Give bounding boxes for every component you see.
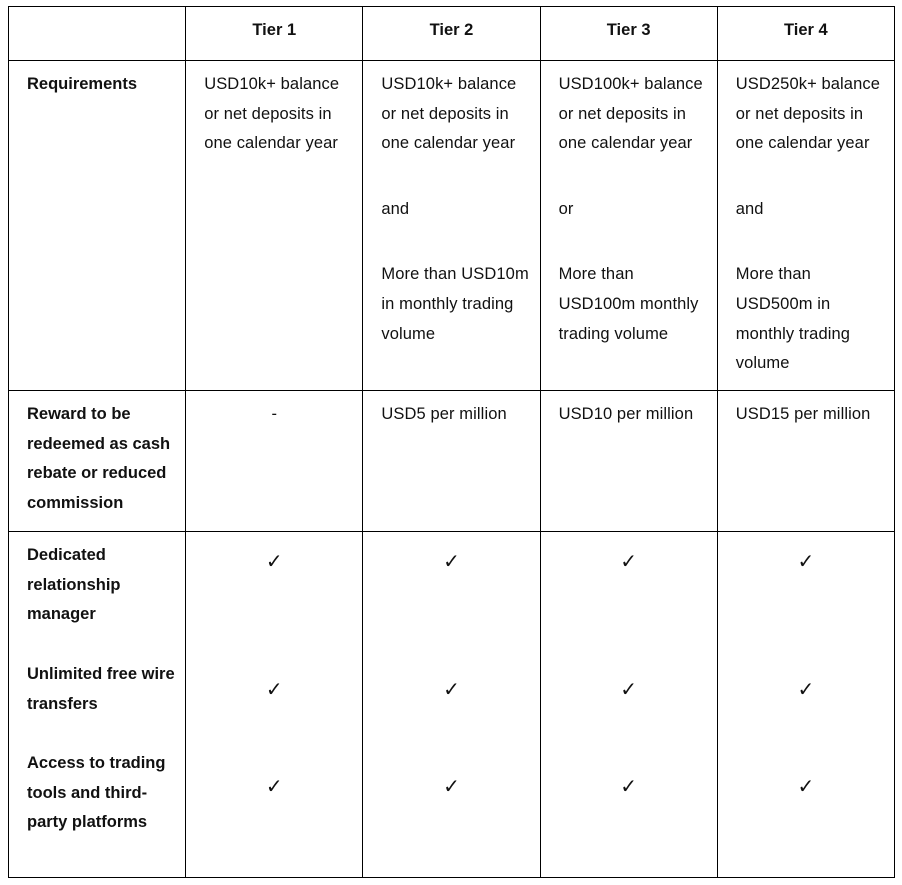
tier-4-balance-requirement: USD250k+ balance or net deposits in one calendar year — [735, 75, 880, 153]
tier-1-balance-requirement: USD10k+ balance or net deposits in one calendar year — [204, 75, 340, 153]
tier-2-connector: and — [381, 199, 410, 218]
tier-4-reward: USD15 per million — [717, 391, 894, 532]
tier-4-benefits — [717, 532, 894, 878]
tier-4-trading-tools-check-icon: ✓ — [797, 774, 815, 798]
tier-1-benefits — [186, 532, 363, 878]
requirements-row — [9, 61, 895, 391]
tier-1-wire-transfers-check-icon: ✓ — [265, 677, 283, 701]
tier-4-volume-requirement: More than USD500m in monthly trading volume — [735, 265, 851, 373]
benefit-label-wire-transfers: Unlimited free wire transfers — [27, 665, 175, 713]
tier-1-trading-tools-check-icon: ✓ — [265, 774, 283, 798]
tier-4-requirements — [717, 61, 894, 391]
tier-1-header: Tier 1 — [186, 7, 363, 61]
tier-4-relationship-manager-check-icon: ✓ — [797, 549, 815, 573]
tier-2-volume-requirement: More than USD10m in monthly trading volume — [381, 265, 529, 343]
tier-1-relationship-manager-check-icon: ✓ — [265, 549, 283, 573]
tier-2-trading-tools-check-icon: ✓ — [443, 774, 460, 798]
reward-label: Reward to be redeemed as cash rebate or reduced commission — [9, 391, 186, 532]
tier-3-relationship-manager-check-icon: ✓ — [620, 549, 638, 573]
tier-3-reward: USD10 per million — [540, 391, 717, 532]
tier-2-header: Tier 2 — [363, 7, 540, 61]
tier-3-trading-tools-check-icon: ✓ — [620, 774, 638, 798]
tier-2-reward: USD5 per million — [363, 391, 540, 532]
tier-3-benefits — [540, 532, 717, 878]
benefit-label-trading-tools: Access to trading tools and third-party platforms — [27, 754, 166, 832]
benefits-row — [9, 532, 895, 878]
tier-3-connector: or — [558, 199, 574, 218]
reward-row — [9, 391, 895, 532]
tier-4-connector: and — [735, 199, 764, 218]
header-row — [9, 7, 895, 61]
tier-1-reward: - — [186, 391, 363, 532]
tier-3-volume-requirement: More than USD100m monthly trading volume — [558, 265, 699, 343]
tier-4-header: Tier 4 — [717, 7, 894, 61]
requirements-label: Requirements — [9, 61, 186, 391]
header-corner-cell — [9, 7, 186, 61]
tier-2-benefits — [363, 532, 540, 878]
tier-4-wire-transfers-check-icon: ✓ — [797, 677, 815, 701]
tier-1-requirements — [186, 61, 363, 391]
tier-2-wire-transfers-check-icon: ✓ — [443, 677, 460, 701]
benefits-label-cell — [9, 532, 186, 878]
tier-3-requirements — [540, 61, 717, 391]
benefit-label-relationship-manager: Dedicated relationship manager — [27, 546, 121, 624]
tier-2-relationship-manager-check-icon: ✓ — [443, 549, 460, 573]
tier-comparison-table — [8, 6, 895, 878]
tier-3-header: Tier 3 — [540, 7, 717, 61]
tier-3-balance-requirement: USD100k+ balance or net deposits in one calendar year — [558, 75, 703, 153]
tier-2-balance-requirement: USD10k+ balance or net deposits in one calendar year — [381, 75, 517, 153]
tier-3-wire-transfers-check-icon: ✓ — [620, 677, 638, 701]
tier-2-requirements — [363, 61, 540, 391]
